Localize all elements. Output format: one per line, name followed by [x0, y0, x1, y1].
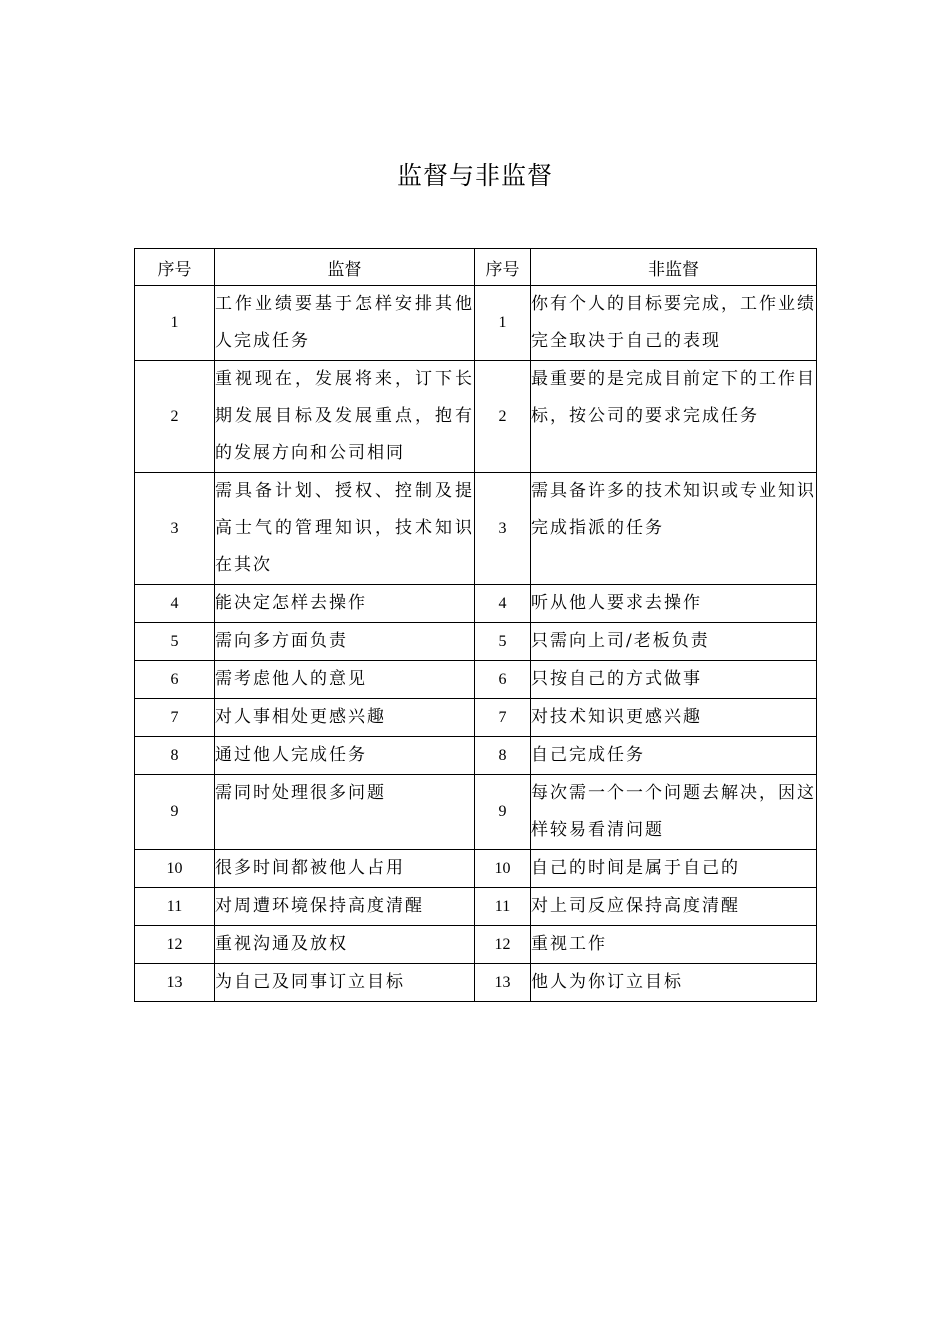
table-row: [135, 964, 817, 1002]
non-supervision-cell: 对技术知识更感兴趣: [531, 699, 817, 737]
seq-left-cell: 4: [135, 585, 215, 623]
seq-left-cell: 8: [135, 737, 215, 775]
non-supervision-cell: 听从他人要求去操作: [531, 585, 817, 623]
seq-left-cell: 12: [135, 926, 215, 964]
seq-right-cell: 7: [475, 699, 531, 737]
seq-right-cell: 1: [475, 286, 531, 361]
supervision-cell: 需考虑他人的意见: [215, 661, 475, 699]
supervision-cell: 能决定怎样去操作: [215, 585, 475, 623]
non-supervision-cell: 重视工作: [531, 926, 817, 964]
non-supervision-cell: 他人为你订立目标: [531, 964, 817, 1002]
supervision-cell: 需向多方面负责: [215, 623, 475, 661]
table-row: [135, 699, 817, 737]
supervision-cell: 对人事相处更感兴趣: [215, 699, 475, 737]
table-row: [135, 850, 817, 888]
seq-left-cell: 1: [135, 286, 215, 361]
seq-right-cell: 6: [475, 661, 531, 699]
header-seq-right: 序号: [475, 249, 531, 286]
seq-left-cell: 13: [135, 964, 215, 1002]
seq-right-cell: 2: [475, 361, 531, 473]
seq-left-cell: 9: [135, 775, 215, 850]
supervision-cell: 重视现在，发展将来，订下长期发展目标及发展重点，抱有的发展方向和公司相同: [215, 361, 475, 473]
supervision-cell: 为自己及同事订立目标: [215, 964, 475, 1002]
table-row: [135, 623, 817, 661]
non-supervision-cell: 自己完成任务: [531, 737, 817, 775]
header-seq-left: 序号: [135, 249, 215, 286]
seq-right-cell: 11: [475, 888, 531, 926]
seq-right-cell: 12: [475, 926, 531, 964]
non-supervision-cell: 每次需一个一个问题去解决，因这样较易看清问题: [531, 775, 817, 850]
table-row: [135, 361, 817, 473]
seq-left-cell: 5: [135, 623, 215, 661]
header-non-supervision: 非监督: [531, 249, 817, 286]
seq-right-cell: 3: [475, 473, 531, 585]
table-row: [135, 473, 817, 585]
table-row: [135, 737, 817, 775]
table-row: [135, 585, 817, 623]
supervision-cell: 需具备计划、授权、控制及提高士气的管理知识，技术知识在其次: [215, 473, 475, 585]
table-row: [135, 926, 817, 964]
table-header-row: [135, 249, 817, 286]
supervision-cell: 重视沟通及放权: [215, 926, 475, 964]
page-title: 监督与非监督: [396, 161, 553, 190]
non-supervision-cell: 对上司反应保持高度清醒: [531, 888, 817, 926]
seq-left-cell: 11: [135, 888, 215, 926]
table-row: [135, 775, 817, 850]
seq-right-cell: 5: [475, 623, 531, 661]
seq-left-cell: 6: [135, 661, 215, 699]
seq-right-cell: 8: [475, 737, 531, 775]
table-row: [135, 286, 817, 361]
supervision-cell: 对周遭环境保持高度清醒: [215, 888, 475, 926]
seq-right-cell: 4: [475, 585, 531, 623]
seq-right-cell: 10: [475, 850, 531, 888]
non-supervision-cell: 自己的时间是属于自己的: [531, 850, 817, 888]
seq-right-cell: 9: [475, 775, 531, 850]
supervision-cell: 通过他人完成任务: [215, 737, 475, 775]
supervision-cell: 工作业绩要基于怎样安排其他人完成任务: [215, 286, 475, 361]
seq-left-cell: 10: [135, 850, 215, 888]
header-supervision: 监督: [215, 249, 475, 286]
supervision-cell: 很多时间都被他人占用: [215, 850, 475, 888]
non-supervision-cell: 只需向上司/老板负责: [531, 623, 817, 661]
table-row: [135, 661, 817, 699]
non-supervision-cell: 只按自己的方式做事: [531, 661, 817, 699]
table-row: [135, 888, 817, 926]
seq-right-cell: 13: [475, 964, 531, 1002]
non-supervision-cell: 最重要的是完成目前定下的工作目标，按公司的要求完成任务: [531, 361, 817, 473]
seq-left-cell: 3: [135, 473, 215, 585]
non-supervision-cell: 需具备许多的技术知识或专业知识完成指派的任务: [531, 473, 817, 585]
non-supervision-cell: 你有个人的目标要完成，工作业绩完全取决于自己的表现: [531, 286, 817, 361]
supervision-cell: 需同时处理很多问题: [215, 775, 475, 850]
comparison-table: [134, 248, 817, 1002]
seq-left-cell: 7: [135, 699, 215, 737]
seq-left-cell: 2: [135, 361, 215, 473]
